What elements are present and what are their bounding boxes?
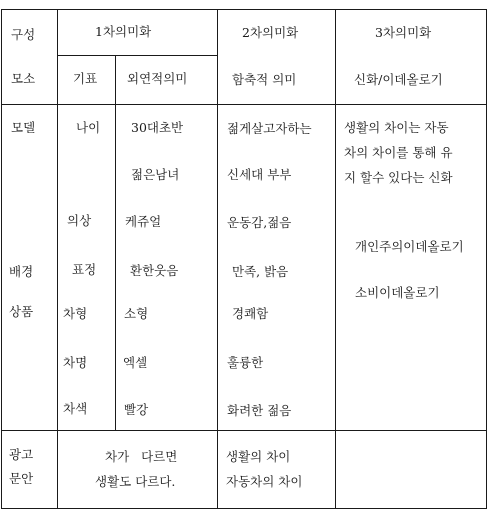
subheader-myth: 신화/이데올로기	[354, 72, 443, 87]
signifier-car-color: 차색	[63, 401, 88, 416]
row-label-model: 모델	[11, 120, 36, 135]
table-border-right	[486, 9, 487, 509]
connotation-lightness: 경쾌함	[232, 306, 269, 321]
signifier-car-name: 차명	[63, 355, 88, 370]
header-divider	[1, 104, 487, 105]
ideology-individualism: 개인주의이데올로기	[355, 239, 464, 254]
ad-copy-first-line-2: 생활도 다르다.	[95, 474, 176, 489]
header-first-order: 1차의미화	[95, 24, 152, 39]
header-second-order: 2차의미화	[242, 25, 299, 40]
signifier-age: 나이	[76, 120, 101, 135]
denotation-casual: 케쥬얼	[125, 214, 162, 229]
denotation-compact: 소형	[124, 306, 149, 321]
connotation-live-young: 젊게살고자하는	[227, 121, 312, 136]
denotation-young-couple: 젊은남녀	[131, 167, 180, 182]
ad-copy-second-line-2: 자동차의 차이	[226, 474, 303, 489]
myth-line-1: 생활의 차이는 자동	[344, 120, 449, 135]
col-divider-3	[335, 9, 336, 509]
ad-copy-divider	[1, 430, 487, 431]
denotation-red: 빨강	[124, 402, 149, 417]
myth-line-2: 차의 차이를 통해 유	[344, 145, 453, 160]
ad-copy-label-1: 광고	[9, 447, 34, 462]
connotation-satisfaction: 만족, 밝음	[232, 264, 289, 279]
subheader-denotation: 외연적의미	[127, 71, 188, 86]
subheader-connotation: 함축적 의미	[232, 72, 297, 87]
signifier-expression: 표정	[72, 262, 97, 277]
ad-copy-second-line-1: 생활의 차이	[226, 449, 291, 464]
table-border-bottom	[1, 508, 487, 509]
connotation-excellent: 훌륭한	[227, 355, 264, 370]
denotation-bright-smile: 환한웃음	[130, 263, 179, 278]
col-divider-2	[217, 9, 218, 509]
denotation-early-30s: 30대초반	[131, 120, 184, 135]
row-label-background: 배경	[9, 264, 34, 279]
col-divider-sub	[115, 55, 116, 430]
col-divider-1	[57, 9, 58, 509]
ad-copy-first-line-1: 차가 다르면	[105, 449, 178, 464]
myth-line-3: 지 할수 있다는 신화	[344, 170, 453, 185]
connotation-vibrant-youth: 화려한 젊음	[227, 403, 292, 418]
denotation-excel: 엑셀	[123, 355, 148, 370]
row-label-product: 상품	[9, 304, 34, 319]
connotation-motion-youth: 운동감,젊음	[227, 215, 292, 230]
ideology-consumerism: 소비이데올로기	[355, 285, 440, 300]
header-element: 모소	[11, 71, 36, 86]
header-component: 구성	[11, 27, 36, 42]
connotation-new-generation: 신세대 부부	[227, 167, 292, 182]
table-border-top	[1, 9, 487, 10]
row-divider-subheader	[57, 55, 217, 56]
subheader-signifier: 기표	[73, 71, 98, 86]
table-border-left	[1, 9, 2, 509]
signifier-car-type: 차형	[63, 306, 88, 321]
signifier-clothing: 의상	[67, 213, 92, 228]
ad-copy-label-2: 문안	[9, 471, 34, 486]
header-third-order: 3차의미화	[375, 25, 432, 40]
